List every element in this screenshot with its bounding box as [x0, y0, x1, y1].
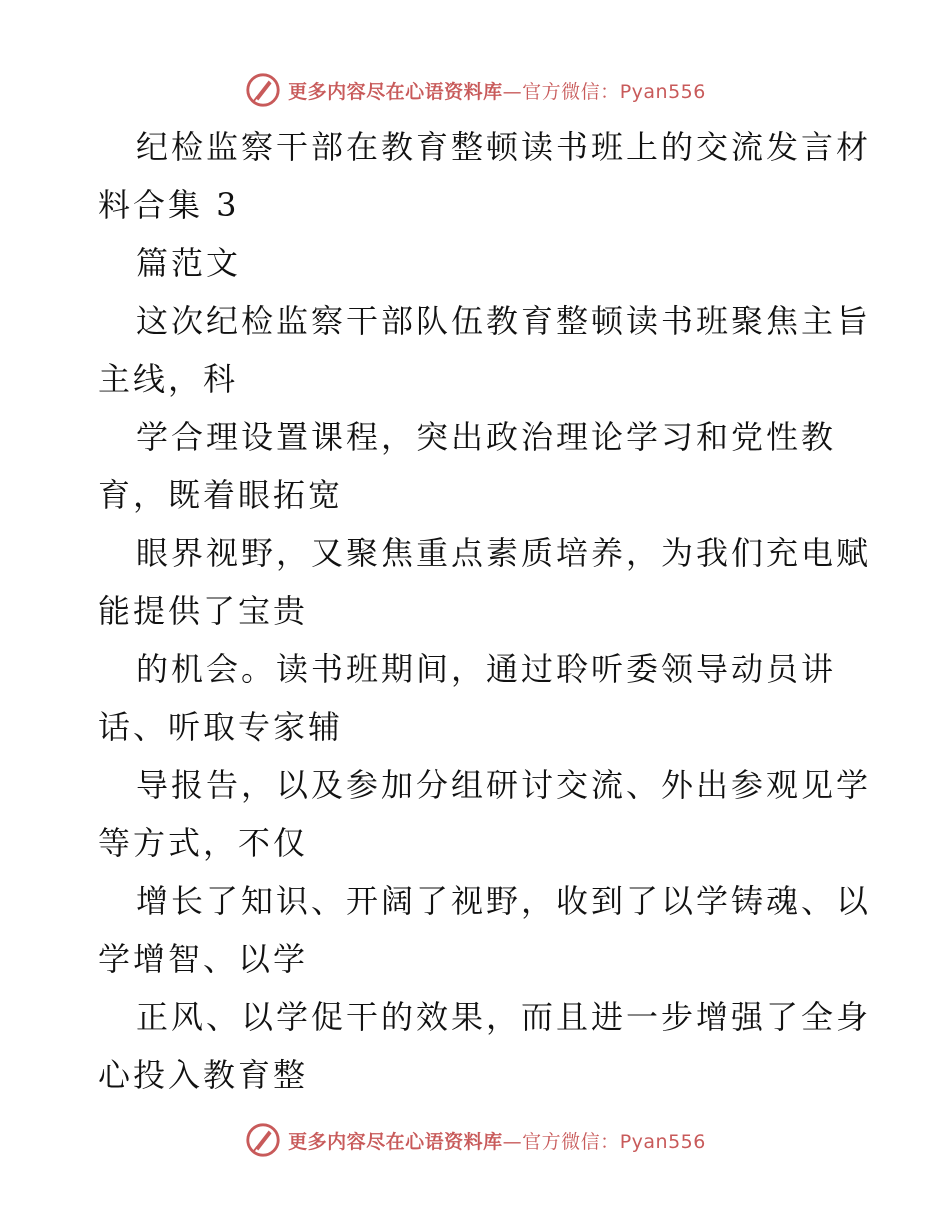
doc-line: 学合理设置课程，突出政治理论学习和党性教 [136, 418, 837, 456]
watermark-contact-text: 官方微信： [522, 1130, 620, 1153]
doc-line: 纪检监察干部在教育整顿读书班上的交流发言材 [136, 128, 872, 166]
doc-line: 能提供了宝贵 [98, 592, 309, 630]
doc-line: 主线，科 [98, 360, 239, 398]
quill-logo-icon [244, 1121, 282, 1159]
doc-line: 料合集 3 [98, 186, 240, 224]
doc-line: 等方式，不仅 [98, 824, 309, 862]
watermark-separator: — [502, 1130, 523, 1153]
watermark-contact-id: Pyan556 [619, 1130, 706, 1153]
document-body [98, 118, 872, 1104]
watermark-contact-id: Pyan556 [619, 80, 706, 103]
watermark-main-text: 更多内容尽在心语资料库 [288, 1130, 503, 1153]
watermark-contact-text: 官方微信： [522, 80, 620, 103]
doc-line: 篇范文 [136, 244, 242, 282]
doc-line: 眼界视野，又聚焦重点素质培养，为我们充电赋 [136, 534, 872, 572]
doc-line: 学增智、以学 [98, 940, 309, 978]
quill-logo-icon [244, 71, 282, 109]
doc-line: 育，既着眼拓宽 [98, 476, 344, 514]
footer-watermark [0, 1120, 950, 1160]
doc-line: 导报告，以及参加分组研讨交流、外出参观见学 [136, 766, 872, 804]
doc-line: 的机会。读书班期间，通过聆听委领导动员讲 [136, 650, 837, 688]
watermark-separator: — [502, 80, 523, 103]
doc-line: 正风、以学促干的效果，而且进一步增强了全身 [136, 998, 872, 1036]
doc-line: 话、听取专家辅 [98, 708, 344, 746]
doc-line: 这次纪检监察干部队伍教育整顿读书班聚焦主旨 [136, 302, 872, 340]
doc-line: 心投入教育整 [98, 1056, 309, 1094]
doc-line: 增长了知识、开阔了视野，收到了以学铸魂、以 [136, 882, 872, 920]
watermark-main-text: 更多内容尽在心语资料库 [288, 80, 503, 103]
header-watermark [0, 70, 950, 110]
